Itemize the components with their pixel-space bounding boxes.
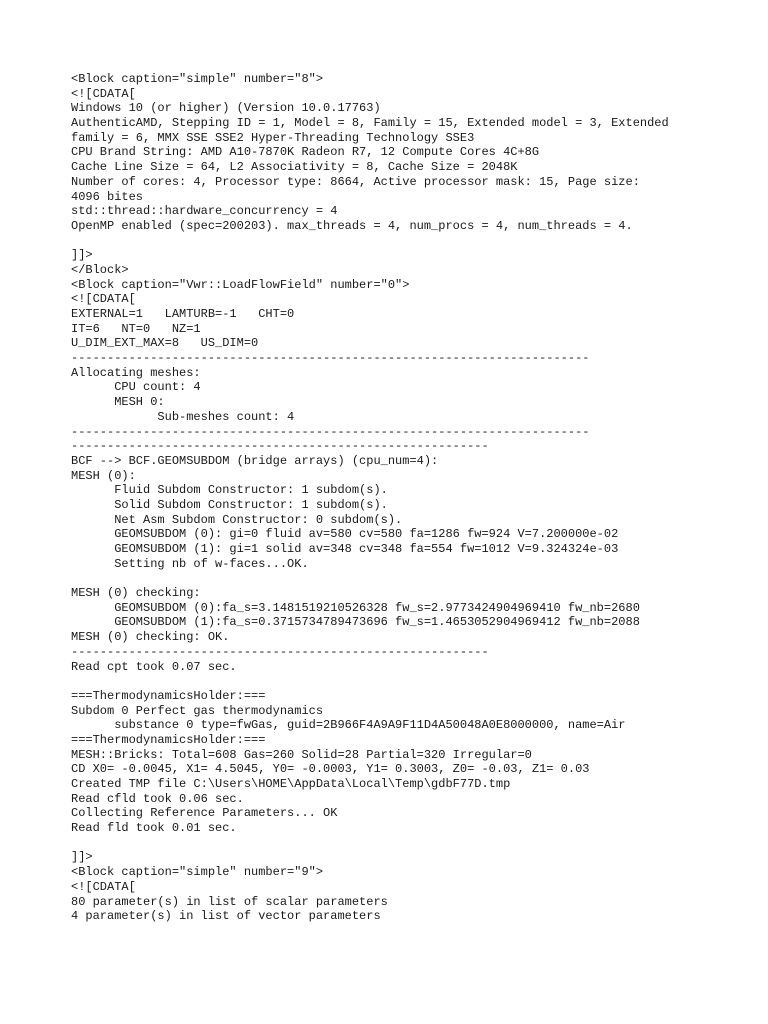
log-line: BCF --> BCF.GEOMSUBDOM (bridge arrays) (cpu_num=4):: [71, 453, 439, 468]
log-line: <Block caption="simple" number="9">: [71, 865, 324, 880]
log-line: [71, 234, 761, 249]
log-line: ----------------------------------------------------------: [71, 439, 489, 454]
log-line: GEOMSUBDOM (0):fa_s=3.1481519210526328 fw_s=2.9773424904969410 fw_nb=2680: [71, 600, 640, 615]
log-line: Read cfld took 0.06 sec.: [71, 791, 244, 806]
log-line: <![CDATA[: [71, 86, 136, 101]
log-line: 4096 bites: [71, 189, 144, 204]
log-line: Solid Subdom Constructor: 1 subdom(s).: [71, 497, 388, 512]
log-line: GEOMSUBDOM (0): gi=0 fluid av=580 cv=580 fa=1286 fw=924 V=7.200000e-02: [71, 527, 619, 542]
log-line: MESH 0:: [71, 395, 165, 410]
log-line: <![CDATA[: [71, 292, 136, 307]
log-line: Allocating meshes:: [71, 365, 201, 380]
log-line: Net Asm Subdom Constructor: 0 subdom(s).: [71, 512, 403, 527]
log-line: AuthenticAMD, Stepping ID = 1, Model = 8, Family = 15, Extended model = 3, Extended: [71, 116, 669, 131]
log-line: Read fld took 0.01 sec.: [71, 821, 237, 836]
log-line: [71, 571, 761, 586]
log-line: </Block>: [71, 262, 129, 277]
log-line: Cache Line Size = 64, L2 Associativity = 8, Cache Size = 2048K: [71, 160, 518, 175]
log-line: Subdom 0 Perfect gas thermodynamics: [71, 703, 324, 718]
log-line: ]]>: [71, 850, 93, 865]
log-line: ------------------------------------------------------------------------: [71, 424, 590, 439]
log-document: [71, 72, 761, 924]
log-line: OpenMP enabled (spec=200203). max_threads = 4, num_procs = 4, num_threads = 4.: [71, 218, 633, 233]
log-line: family = 6, MMX SSE SSE2 Hyper-Threading Technology SSE3: [71, 130, 475, 145]
log-line: <Block caption="simple" number="8">: [71, 72, 324, 86]
log-line: CPU count: 4: [71, 380, 201, 395]
log-line: GEOMSUBDOM (1): gi=1 solid av=348 cv=348 fa=554 fw=1012 V=9.324324e-03: [71, 542, 619, 556]
log-line: MESH (0):: [71, 468, 136, 483]
log-line: MESH (0) checking: OK.: [71, 630, 230, 645]
log-line: CPU Brand String: AMD A10-7870K Radeon R7, 12 Compute Cores 4C+8G: [71, 145, 540, 160]
log-line: MESH (0) checking:: [71, 586, 201, 601]
log-line: CD X0= -0.0045, X1= 4.5045, Y0= -0.0003, Y1= 0.3003, Z0= -0.03, Z1= 0.03: [71, 762, 590, 777]
log-line: [71, 674, 761, 689]
log-line: ------------------------------------------------------------------------: [71, 351, 590, 366]
log-line: EXTERNAL=1 LAMTURB=-1 CHT=0: [71, 307, 295, 321]
log-line: Windows 10 (or higher) (Version 10.0.17763): [71, 101, 381, 116]
log-line: 4 parameter(s) in list of vector parameters: [71, 909, 381, 924]
log-line: std::thread::hardware_concurrency = 4: [71, 204, 338, 219]
log-line: Created TMP file C:\Users\HOME\AppData\Local\Temp\gdbF77D.tmp: [71, 777, 511, 791]
log-line: ]]>: [71, 248, 93, 263]
log-line: Sub-meshes count: 4: [71, 409, 295, 424]
log-line: Number of cores: 4, Processor type: 8664, Active processor mask: 15, Page size:: [71, 174, 640, 189]
log-line: Setting nb of w-faces...OK.: [71, 556, 309, 571]
log-line: ===ThermodynamicsHolder:===: [71, 688, 266, 703]
log-line: <![CDATA[: [71, 879, 136, 894]
log-line: <Block caption="Vwr::LoadFlowField" number="0">: [71, 277, 410, 292]
log-line: GEOMSUBDOM (1):fa_s=0.3715734789473696 fw_s=1.4653052904969412 fw_nb=2088: [71, 615, 640, 630]
log-line: [71, 836, 761, 851]
log-line: ----------------------------------------------------------: [71, 644, 489, 659]
log-line: IT=6 NT=0 NZ=1: [71, 321, 201, 336]
log-line: substance 0 type=fwGas, guid=2B966F4A9A9F11D4A50048A0E8000000, name=Air: [71, 718, 626, 733]
log-line: MESH::Bricks: Total=608 Gas=260 Solid=28 Partial=320 Irregular=0: [71, 747, 532, 762]
log-line: Collecting Reference Parameters... OK: [71, 806, 338, 821]
log-line: Read cpt took 0.07 sec.: [71, 659, 237, 674]
log-line: 80 parameter(s) in list of scalar parameters: [71, 894, 388, 909]
log-line: ===ThermodynamicsHolder:===: [71, 732, 266, 747]
log-line: Fluid Subdom Constructor: 1 subdom(s).: [71, 483, 388, 498]
log-line: U_DIM_EXT_MAX=8 US_DIM=0: [71, 336, 259, 351]
